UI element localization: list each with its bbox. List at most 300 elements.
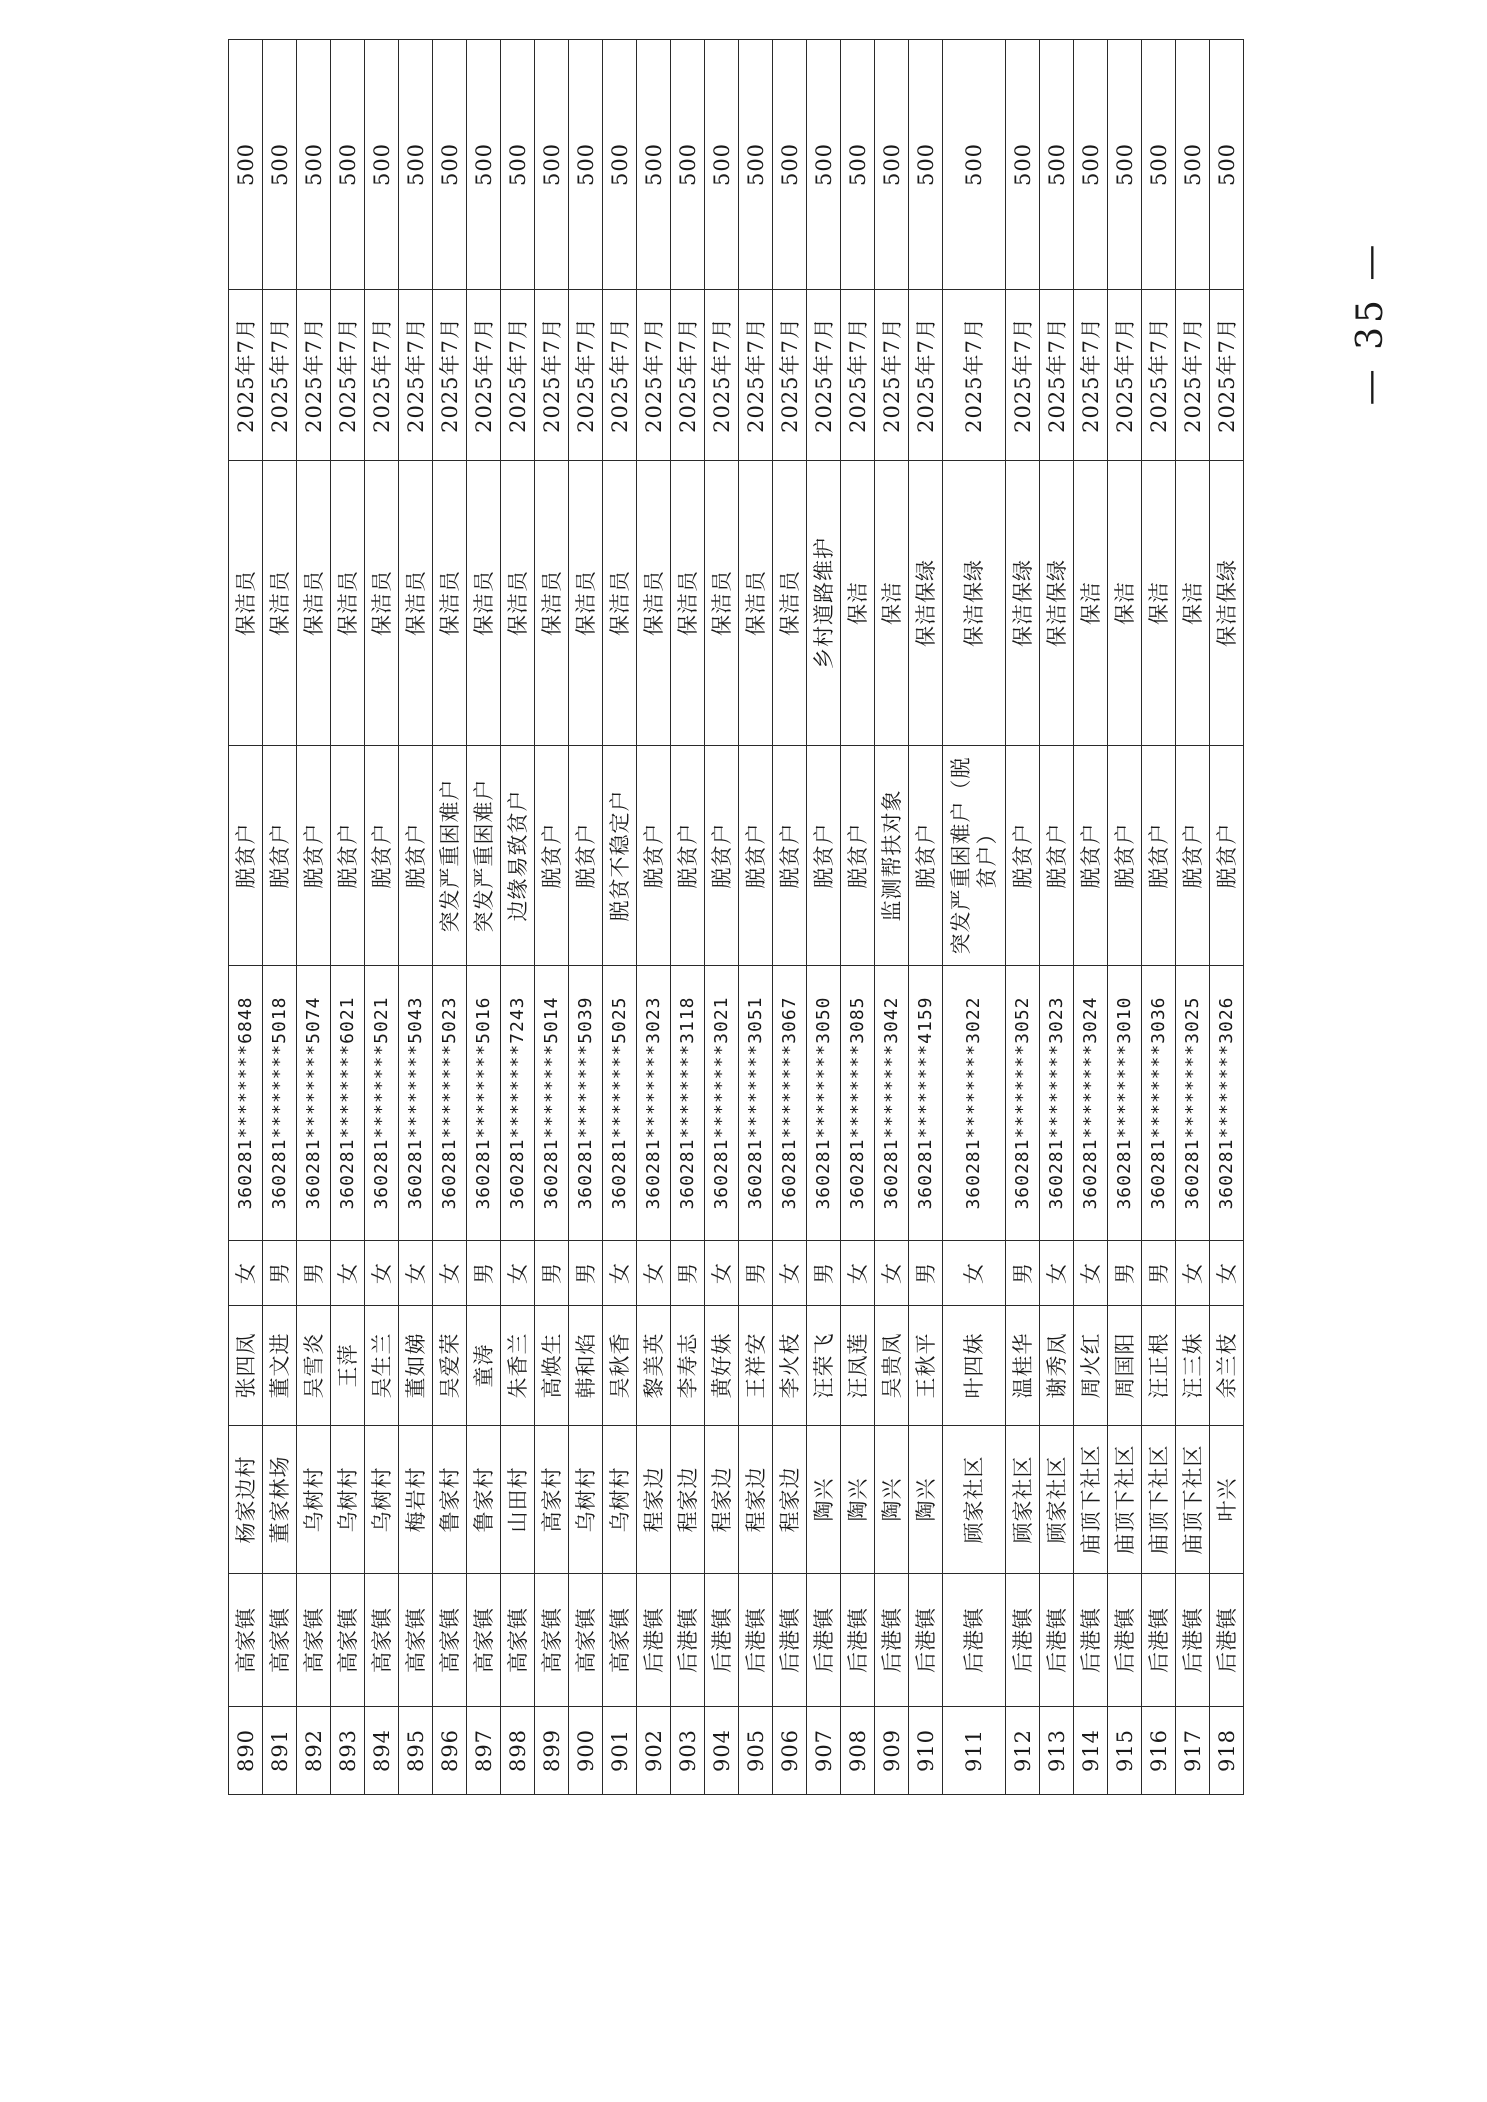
- date-cell: 2025年7月: [943, 290, 1006, 461]
- row-number-cell: 915: [1108, 1707, 1142, 1795]
- town-cell: 后港镇: [1006, 1574, 1040, 1707]
- date-cell: 2025年7月: [229, 290, 263, 461]
- sex-cell: 女: [705, 1241, 739, 1306]
- row-number-cell: 898: [501, 1707, 535, 1795]
- name-cell: 谢秀凤: [1040, 1306, 1074, 1426]
- id-number-cell: 360281********3036: [1142, 966, 1176, 1241]
- id-number-cell: 360281********6021: [331, 966, 365, 1241]
- name-cell: 王秋平: [909, 1306, 943, 1426]
- id-number-cell: 360281********5043: [399, 966, 433, 1241]
- post-cell: 保洁员: [739, 461, 773, 746]
- date-cell: 2025年7月: [841, 290, 875, 461]
- row-number-cell: 891: [263, 1707, 297, 1795]
- name-cell: 汪正根: [1142, 1306, 1176, 1426]
- id-number-cell: 360281********3042: [875, 966, 909, 1241]
- post-cell: 保洁: [841, 461, 875, 746]
- amount-cell: 500: [773, 40, 807, 290]
- row-number-cell: 893: [331, 1707, 365, 1795]
- village-cell: 梅岩村: [399, 1426, 433, 1574]
- id-number-cell: 360281********5014: [535, 966, 569, 1241]
- amount-cell: 500: [501, 40, 535, 290]
- sex-cell: 男: [671, 1241, 705, 1306]
- amount-cell: 500: [433, 40, 467, 290]
- name-cell: 周国阳: [1108, 1306, 1142, 1426]
- post-cell: 保洁员: [229, 461, 263, 746]
- id-number-cell: 360281********3024: [1074, 966, 1108, 1241]
- household-type-cell: 脱贫户: [229, 746, 263, 966]
- village-cell: 鲁家村: [467, 1426, 501, 1574]
- sex-cell: 女: [433, 1241, 467, 1306]
- household-type-cell: 脱贫户: [671, 746, 705, 966]
- amount-cell: 500: [909, 40, 943, 290]
- household-type-cell: 脱贫户: [1176, 746, 1210, 966]
- town-cell: 后港镇: [943, 1574, 1006, 1707]
- amount-cell: 500: [229, 40, 263, 290]
- village-cell: 陶兴: [909, 1426, 943, 1574]
- amount-cell: 500: [875, 40, 909, 290]
- row-number-cell: 896: [433, 1707, 467, 1795]
- post-cell: 保洁员: [773, 461, 807, 746]
- town-cell: 后港镇: [909, 1574, 943, 1707]
- town-cell: 后港镇: [773, 1574, 807, 1707]
- post-cell: 保洁员: [297, 461, 331, 746]
- date-cell: 2025年7月: [1040, 290, 1074, 461]
- date-cell: 2025年7月: [467, 290, 501, 461]
- household-type-cell: 脱贫户: [365, 746, 399, 966]
- amount-cell: 500: [739, 40, 773, 290]
- post-cell: 保洁员: [705, 461, 739, 746]
- id-number-cell: 360281********6848: [229, 966, 263, 1241]
- table-row: [1142, 40, 1176, 1795]
- table-row: [773, 40, 807, 1795]
- name-cell: 叶四妹: [943, 1306, 1006, 1426]
- table-row: [739, 40, 773, 1795]
- amount-cell: 500: [297, 40, 331, 290]
- post-cell: 保洁员: [603, 461, 637, 746]
- post-cell: 保洁保绿: [1040, 461, 1074, 746]
- roster-table: [228, 39, 1244, 1795]
- amount-cell: 500: [1006, 40, 1040, 290]
- name-cell: 张四凤: [229, 1306, 263, 1426]
- sex-cell: 男: [1142, 1241, 1176, 1306]
- household-type-cell: 脱贫户: [1074, 746, 1108, 966]
- table-row: [501, 40, 535, 1795]
- date-cell: 2025年7月: [399, 290, 433, 461]
- table-row: [297, 40, 331, 1795]
- name-cell: 吴秋香: [603, 1306, 637, 1426]
- village-cell: 杨家边村: [229, 1426, 263, 1574]
- town-cell: 后港镇: [705, 1574, 739, 1707]
- amount-cell: 500: [1074, 40, 1108, 290]
- table-row: [1006, 40, 1040, 1795]
- row-number-cell: 899: [535, 1707, 569, 1795]
- name-cell: 黄好妹: [705, 1306, 739, 1426]
- date-cell: 2025年7月: [331, 290, 365, 461]
- id-number-cell: 360281********5016: [467, 966, 501, 1241]
- household-type-cell: 脱贫户: [297, 746, 331, 966]
- id-number-cell: 360281********3050: [807, 966, 841, 1241]
- household-type-cell: 脱贫户: [1108, 746, 1142, 966]
- date-cell: 2025年7月: [569, 290, 603, 461]
- amount-cell: 500: [841, 40, 875, 290]
- village-cell: 乌树村: [603, 1426, 637, 1574]
- date-cell: 2025年7月: [909, 290, 943, 461]
- amount-cell: 500: [671, 40, 705, 290]
- household-type-cell: 脱贫户: [263, 746, 297, 966]
- post-cell: 保洁保绿: [1006, 461, 1040, 746]
- household-type-cell: 脱贫户: [399, 746, 433, 966]
- id-number-cell: 360281********5021: [365, 966, 399, 1241]
- village-cell: 乌树村: [297, 1426, 331, 1574]
- row-number-cell: 907: [807, 1707, 841, 1795]
- post-cell: 保洁员: [535, 461, 569, 746]
- name-cell: 董如娣: [399, 1306, 433, 1426]
- amount-cell: 500: [603, 40, 637, 290]
- town-cell: 高家镇: [433, 1574, 467, 1707]
- date-cell: 2025年7月: [297, 290, 331, 461]
- sex-cell: 女: [603, 1241, 637, 1306]
- town-cell: 高家镇: [297, 1574, 331, 1707]
- village-cell: 山田村: [501, 1426, 535, 1574]
- village-cell: 庙顶下社区: [1176, 1426, 1210, 1574]
- row-number-cell: 901: [603, 1707, 637, 1795]
- sex-cell: 男: [467, 1241, 501, 1306]
- post-cell: 保洁员: [637, 461, 671, 746]
- household-type-cell: 脱贫户: [705, 746, 739, 966]
- table-row: [841, 40, 875, 1795]
- date-cell: 2025年7月: [263, 290, 297, 461]
- sex-cell: 女: [1074, 1241, 1108, 1306]
- id-number-cell: 360281********4159: [909, 966, 943, 1241]
- sex-cell: 女: [501, 1241, 535, 1306]
- household-type-cell: 脱贫户: [1210, 746, 1244, 966]
- village-cell: 乌树村: [569, 1426, 603, 1574]
- post-cell: 保洁: [1108, 461, 1142, 746]
- name-cell: 童涛: [467, 1306, 501, 1426]
- amount-cell: 500: [399, 40, 433, 290]
- date-cell: 2025年7月: [807, 290, 841, 461]
- table-row: [433, 40, 467, 1795]
- id-number-cell: 360281********5023: [433, 966, 467, 1241]
- post-cell: 保洁员: [331, 461, 365, 746]
- name-cell: 余兰枝: [1210, 1306, 1244, 1426]
- sex-cell: 女: [1176, 1241, 1210, 1306]
- row-number-cell: 909: [875, 1707, 909, 1795]
- sex-cell: 女: [637, 1241, 671, 1306]
- row-number-cell: 904: [705, 1707, 739, 1795]
- village-cell: 陶兴: [875, 1426, 909, 1574]
- village-cell: 庙顶下社区: [1074, 1426, 1108, 1574]
- amount-cell: 500: [1108, 40, 1142, 290]
- sex-cell: 女: [1040, 1241, 1074, 1306]
- amount-cell: 500: [943, 40, 1006, 290]
- town-cell: 高家镇: [331, 1574, 365, 1707]
- id-number-cell: 360281********5018: [263, 966, 297, 1241]
- id-number-cell: 360281********3022: [943, 966, 1006, 1241]
- sex-cell: 女: [1210, 1241, 1244, 1306]
- page-number: [1295, 240, 1445, 406]
- town-cell: 后港镇: [1074, 1574, 1108, 1707]
- sex-cell: 男: [739, 1241, 773, 1306]
- date-cell: 2025年7月: [433, 290, 467, 461]
- date-cell: 2025年7月: [637, 290, 671, 461]
- row-number-cell: 905: [739, 1707, 773, 1795]
- town-cell: 高家镇: [365, 1574, 399, 1707]
- post-cell: 保洁保绿: [909, 461, 943, 746]
- household-type-cell: 突发严重困难户: [433, 746, 467, 966]
- table-row: [671, 40, 705, 1795]
- row-number-cell: 902: [637, 1707, 671, 1795]
- id-number-cell: 360281********3067: [773, 966, 807, 1241]
- id-number-cell: 360281********5074: [297, 966, 331, 1241]
- town-cell: 高家镇: [569, 1574, 603, 1707]
- row-number-cell: 917: [1176, 1707, 1210, 1795]
- sex-cell: 女: [229, 1241, 263, 1306]
- date-cell: 2025年7月: [705, 290, 739, 461]
- id-number-cell: 360281********3051: [739, 966, 773, 1241]
- date-cell: 2025年7月: [1074, 290, 1108, 461]
- id-number-cell: 360281********3085: [841, 966, 875, 1241]
- id-number-cell: 360281********5025: [603, 966, 637, 1241]
- table-row: [229, 40, 263, 1795]
- id-number-cell: 360281********7243: [501, 966, 535, 1241]
- row-number-cell: 903: [671, 1707, 705, 1795]
- village-cell: 董家林场: [263, 1426, 297, 1574]
- household-type-cell: 脱贫户: [1142, 746, 1176, 966]
- town-cell: 后港镇: [739, 1574, 773, 1707]
- date-cell: 2025年7月: [1142, 290, 1176, 461]
- table-row: [535, 40, 569, 1795]
- amount-cell: 500: [263, 40, 297, 290]
- village-cell: 顾家社区: [943, 1426, 1006, 1574]
- table-row: [943, 40, 1006, 1795]
- name-cell: 温桂华: [1006, 1306, 1040, 1426]
- date-cell: 2025年7月: [773, 290, 807, 461]
- date-cell: 2025年7月: [365, 290, 399, 461]
- table-row: [875, 40, 909, 1795]
- date-cell: 2025年7月: [875, 290, 909, 461]
- household-type-cell: 脱贫户: [1040, 746, 1074, 966]
- village-cell: 程家边: [671, 1426, 705, 1574]
- sex-cell: 男: [807, 1241, 841, 1306]
- id-number-cell: 360281********3023: [637, 966, 671, 1241]
- town-cell: 高家镇: [501, 1574, 535, 1707]
- amount-cell: 500: [467, 40, 501, 290]
- name-cell: 汪荣飞: [807, 1306, 841, 1426]
- town-cell: 后港镇: [1142, 1574, 1176, 1707]
- table-row: [569, 40, 603, 1795]
- roster-body: [229, 40, 1244, 1795]
- village-cell: 高家村: [535, 1426, 569, 1574]
- date-cell: 2025年7月: [1176, 290, 1210, 461]
- household-type-cell: 边缘易致贫户: [501, 746, 535, 966]
- sex-cell: 女: [331, 1241, 365, 1306]
- name-cell: 王祥安: [739, 1306, 773, 1426]
- table-row: [1176, 40, 1210, 1795]
- village-cell: 庙顶下社区: [1108, 1426, 1142, 1574]
- household-type-cell: 突发严重困难户（脱贫户）: [943, 746, 1006, 966]
- amount-cell: 500: [331, 40, 365, 290]
- post-cell: 保洁员: [467, 461, 501, 746]
- post-cell: 保洁: [1176, 461, 1210, 746]
- name-cell: 李火枝: [773, 1306, 807, 1426]
- date-cell: 2025年7月: [1210, 290, 1244, 461]
- sex-cell: 男: [569, 1241, 603, 1306]
- town-cell: 后港镇: [1108, 1574, 1142, 1707]
- village-cell: 程家边: [705, 1426, 739, 1574]
- name-cell: 朱香兰: [501, 1306, 535, 1426]
- post-cell: 保洁: [1142, 461, 1176, 746]
- row-number-cell: 914: [1074, 1707, 1108, 1795]
- row-number-cell: 892: [297, 1707, 331, 1795]
- household-type-cell: 脱贫户: [1006, 746, 1040, 966]
- amount-cell: 500: [535, 40, 569, 290]
- household-type-cell: 脱贫户: [331, 746, 365, 966]
- sex-cell: 男: [297, 1241, 331, 1306]
- id-number-cell: 360281********3021: [705, 966, 739, 1241]
- date-cell: 2025年7月: [671, 290, 705, 461]
- post-cell: 保洁员: [569, 461, 603, 746]
- household-type-cell: 脱贫户: [535, 746, 569, 966]
- household-type-cell: 监测帮扶对象: [875, 746, 909, 966]
- name-cell: 吴爱荣: [433, 1306, 467, 1426]
- id-number-cell: 360281********3010: [1108, 966, 1142, 1241]
- post-cell: 保洁员: [365, 461, 399, 746]
- id-number-cell: 360281********3023: [1040, 966, 1074, 1241]
- table-row: [637, 40, 671, 1795]
- town-cell: 后港镇: [1176, 1574, 1210, 1707]
- town-cell: 高家镇: [263, 1574, 297, 1707]
- page-number-text: — 35 —: [1349, 240, 1391, 406]
- date-cell: 2025年7月: [603, 290, 637, 461]
- town-cell: 后港镇: [875, 1574, 909, 1707]
- id-number-cell: 360281********3052: [1006, 966, 1040, 1241]
- village-cell: 顾家社区: [1040, 1426, 1074, 1574]
- village-cell: 乌树村: [365, 1426, 399, 1574]
- post-cell: 保洁保绿: [1210, 461, 1244, 746]
- name-cell: 李寿志: [671, 1306, 705, 1426]
- town-cell: 后港镇: [1210, 1574, 1244, 1707]
- amount-cell: 500: [1176, 40, 1210, 290]
- row-number-cell: 897: [467, 1707, 501, 1795]
- name-cell: 高焕生: [535, 1306, 569, 1426]
- table-row: [1040, 40, 1074, 1795]
- row-number-cell: 918: [1210, 1707, 1244, 1795]
- id-number-cell: 360281********3026: [1210, 966, 1244, 1241]
- amount-cell: 500: [637, 40, 671, 290]
- town-cell: 后港镇: [1040, 1574, 1074, 1707]
- town-cell: 高家镇: [535, 1574, 569, 1707]
- amount-cell: 500: [365, 40, 399, 290]
- village-cell: 程家边: [637, 1426, 671, 1574]
- table-row: [467, 40, 501, 1795]
- household-type-cell: 突发严重困难户: [467, 746, 501, 966]
- post-cell: 乡村道路维护: [807, 461, 841, 746]
- date-cell: 2025年7月: [1108, 290, 1142, 461]
- town-cell: 高家镇: [229, 1574, 263, 1707]
- table-row: [399, 40, 433, 1795]
- table-row: [263, 40, 297, 1795]
- sex-cell: 女: [365, 1241, 399, 1306]
- table-row: [705, 40, 739, 1795]
- village-cell: 庙顶下社区: [1142, 1426, 1176, 1574]
- amount-cell: 500: [1142, 40, 1176, 290]
- household-type-cell: 脱贫户: [637, 746, 671, 966]
- town-cell: 后港镇: [841, 1574, 875, 1707]
- table-row: [603, 40, 637, 1795]
- village-cell: 程家边: [773, 1426, 807, 1574]
- row-number-cell: 906: [773, 1707, 807, 1795]
- village-cell: 叶兴: [1210, 1426, 1244, 1574]
- town-cell: 后港镇: [807, 1574, 841, 1707]
- household-type-cell: 脱贫不稳定户: [603, 746, 637, 966]
- sex-cell: 男: [535, 1241, 569, 1306]
- town-cell: 后港镇: [637, 1574, 671, 1707]
- table-row: [365, 40, 399, 1795]
- amount-cell: 500: [1210, 40, 1244, 290]
- name-cell: 汪凤莲: [841, 1306, 875, 1426]
- table-row: [909, 40, 943, 1795]
- row-number-cell: 911: [943, 1707, 1006, 1795]
- sex-cell: 男: [1108, 1241, 1142, 1306]
- id-number-cell: 360281********3118: [671, 966, 705, 1241]
- name-cell: 吴贵凤: [875, 1306, 909, 1426]
- row-number-cell: 895: [399, 1707, 433, 1795]
- row-number-cell: 910: [909, 1707, 943, 1795]
- post-cell: 保洁员: [501, 461, 535, 746]
- village-cell: 鲁家村: [433, 1426, 467, 1574]
- row-number-cell: 900: [569, 1707, 603, 1795]
- name-cell: 王萍: [331, 1306, 365, 1426]
- table-row: [807, 40, 841, 1795]
- rotated-page: [228, 140, 1239, 1795]
- post-cell: 保洁: [1074, 461, 1108, 746]
- household-type-cell: 脱贫户: [807, 746, 841, 966]
- name-cell: 韩和焰: [569, 1306, 603, 1426]
- town-cell: 高家镇: [467, 1574, 501, 1707]
- village-cell: 程家边: [739, 1426, 773, 1574]
- amount-cell: 500: [705, 40, 739, 290]
- sex-cell: 女: [875, 1241, 909, 1306]
- town-cell: 高家镇: [399, 1574, 433, 1707]
- sex-cell: 男: [1006, 1241, 1040, 1306]
- row-number-cell: 913: [1040, 1707, 1074, 1795]
- id-number-cell: 360281********3025: [1176, 966, 1210, 1241]
- amount-cell: 500: [569, 40, 603, 290]
- row-number-cell: 890: [229, 1707, 263, 1795]
- post-cell: 保洁员: [399, 461, 433, 746]
- town-cell: 后港镇: [671, 1574, 705, 1707]
- household-type-cell: 脱贫户: [569, 746, 603, 966]
- household-type-cell: 脱贫户: [773, 746, 807, 966]
- sex-cell: 女: [841, 1241, 875, 1306]
- row-number-cell: 912: [1006, 1707, 1040, 1795]
- sex-cell: 女: [399, 1241, 433, 1306]
- amount-cell: 500: [807, 40, 841, 290]
- village-cell: 顾家社区: [1006, 1426, 1040, 1574]
- amount-cell: 500: [1040, 40, 1074, 290]
- row-number-cell: 916: [1142, 1707, 1176, 1795]
- date-cell: 2025年7月: [739, 290, 773, 461]
- village-cell: 陶兴: [807, 1426, 841, 1574]
- table-row: [1074, 40, 1108, 1795]
- village-cell: 陶兴: [841, 1426, 875, 1574]
- id-number-cell: 360281********5039: [569, 966, 603, 1241]
- sex-cell: 女: [943, 1241, 1006, 1306]
- town-cell: 高家镇: [603, 1574, 637, 1707]
- name-cell: 吴生兰: [365, 1306, 399, 1426]
- sex-cell: 男: [909, 1241, 943, 1306]
